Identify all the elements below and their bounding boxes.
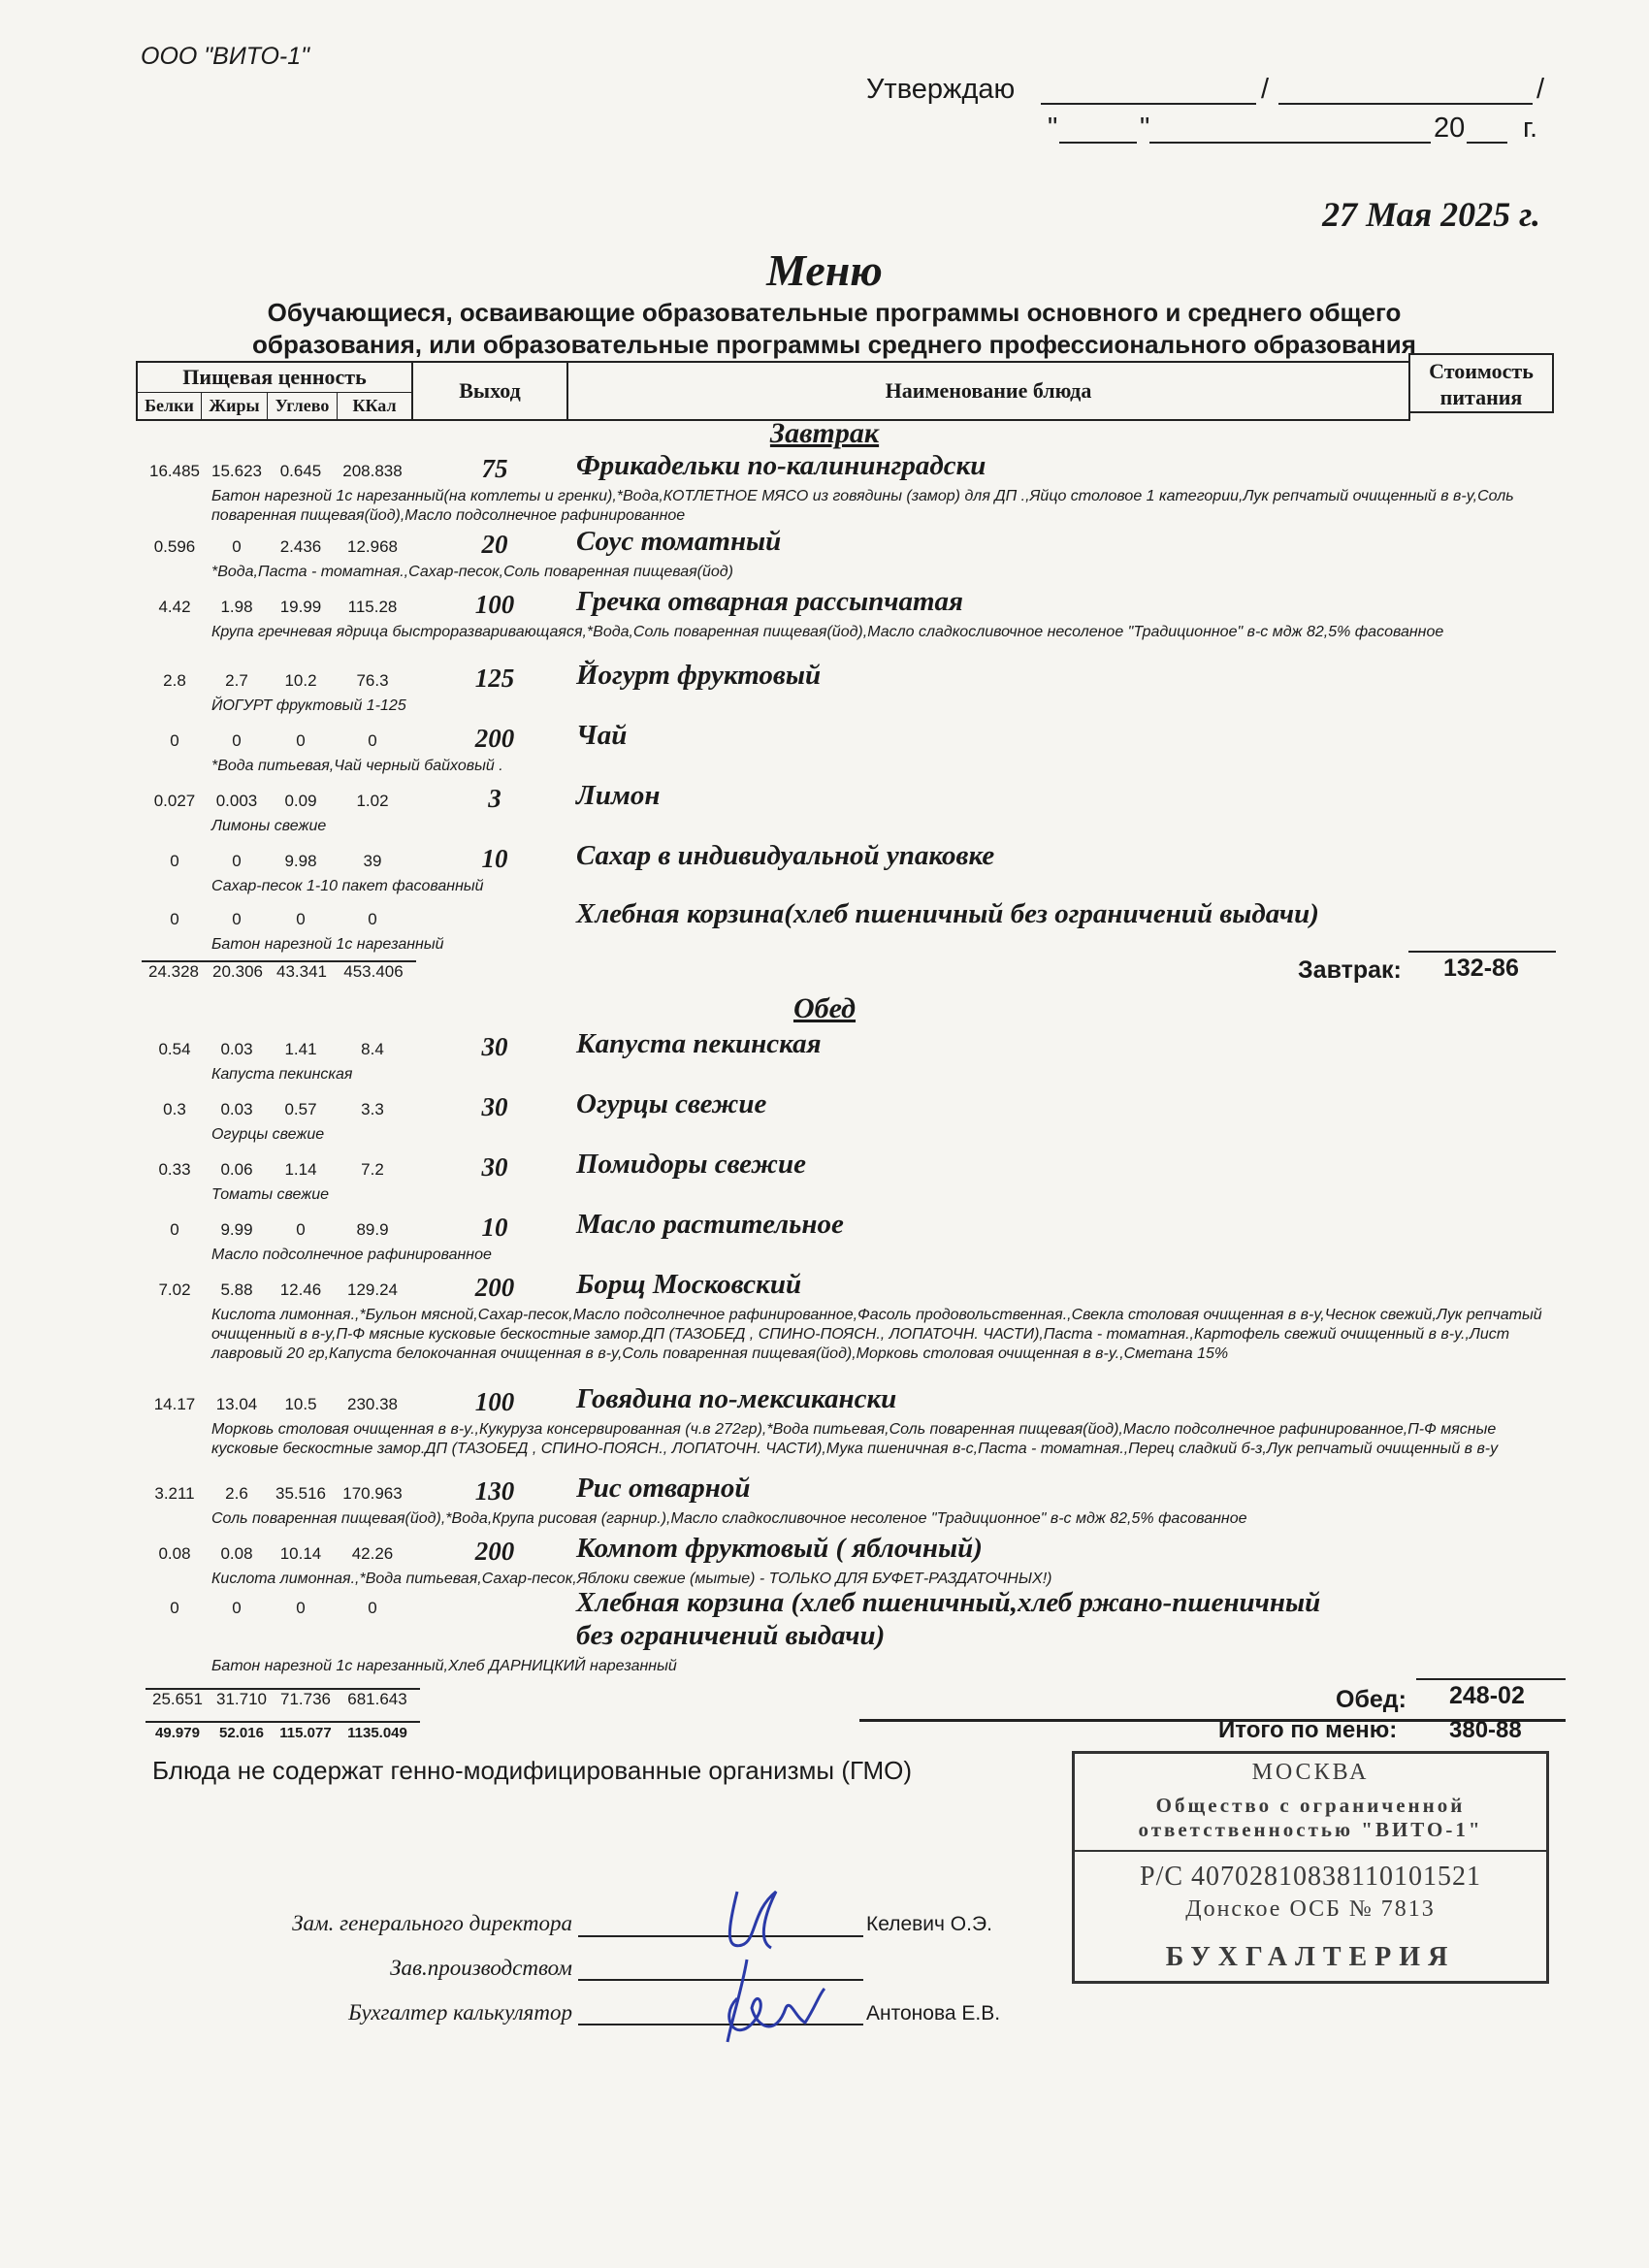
lunch-row-6-dish-name: Рис отварной (576, 1473, 751, 1504)
approve-slash-2: / (1536, 74, 1545, 105)
quote-close: " (1140, 113, 1150, 144)
section-breakfast-title: Завтрак (769, 417, 880, 449)
breakfast-row-2-ingredients: Крупа гречневая ядрица быстроразваривающаяся,*Вода,Соль поваренная пищевая(йод),Масло сладкосливочное несоленое "Традиционное" в-с мдж 82,5% фасованное (211, 624, 1444, 640)
lunch-row-2-yield: 30 (481, 1152, 508, 1182)
col-yield: Выход (411, 361, 568, 421)
lunch-row-6-c: 35.516 (275, 1484, 326, 1503)
grand-total-fat: 52.016 (219, 1725, 264, 1741)
breakfast-row-0-c: 0.645 (279, 462, 322, 480)
breakfast-row-6-yield: 10 (481, 844, 508, 873)
breakfast-row-3-yield: 125 (474, 664, 515, 693)
breakfast-row-5-f: 0.003 (215, 792, 258, 810)
breakfast-row-3-f: 2.7 (225, 671, 248, 690)
year-suffix: г. (1523, 113, 1538, 144)
month-line (1149, 142, 1431, 144)
lunch-row-6-yield: 130 (474, 1476, 515, 1506)
breakfast-row-5-ingredients: Лимоны свежие (211, 818, 327, 834)
col-cost-line-1: Стоимость (1429, 359, 1534, 383)
quote-open: " (1048, 113, 1058, 144)
breakfast-row-7-k: 0 (368, 910, 377, 928)
col-protein: Белки (138, 393, 202, 419)
page-title: Меню (766, 245, 883, 295)
nutrition-header (136, 361, 413, 421)
signature-name-1: Келевич О.Э. (866, 1913, 992, 1935)
lunch-row-1-p: 0.3 (163, 1100, 186, 1118)
signature-role-2: Зав.производством (390, 1956, 572, 1980)
lunch-row-5-yield: 100 (474, 1387, 515, 1416)
day-line (1059, 142, 1137, 144)
signature-role-3: Бухгалтер калькулятор (348, 2000, 572, 2025)
signature-name-3: Антонова Е.В. (866, 2002, 1001, 2025)
lunch-row-2-dish-name: Помидоры свежие (576, 1149, 806, 1180)
lunch-row-8-ingredients: Батон нарезной 1с нарезанный,Хлеб ДАРНИЦКИЙ нарезанный (211, 1658, 677, 1674)
breakfast-total-label: Завтрак: (1298, 956, 1402, 984)
breakfast-row-3-p: 2.8 (163, 671, 186, 690)
lunch-row-1-f: 0.03 (220, 1100, 253, 1118)
lunch-row-6-f: 2.6 (225, 1484, 248, 1503)
lunch-row-3-yield: 10 (481, 1213, 508, 1242)
lunch-row-3-ingredients: Масло подсолнечное рафинированное (211, 1247, 492, 1263)
breakfast-row-2-k: 115.28 (347, 598, 398, 616)
menu-date: 27 Мая 2025 г. (1322, 195, 1540, 234)
lunch-row-3-p: 0 (170, 1220, 179, 1239)
breakfast-row-4-f: 0 (232, 731, 242, 750)
col-cost (1408, 353, 1554, 413)
lunch-row-5-p: 14.17 (153, 1395, 196, 1413)
lunch-total-cost: 248-02 (1449, 1682, 1525, 1709)
lunch-row-8-c: 0 (296, 1599, 306, 1617)
lunch-row-1-ingredients: Огурцы свежие (211, 1126, 325, 1143)
breakfast-row-4-k: 0 (368, 731, 377, 750)
grand-total-carbs: 115.077 (279, 1725, 332, 1741)
lunch-row-4-ingredients: Кислота лимонная.,*Бульон мясной,Сахар-песок,Масло подсолнечное рафинированное,Фасоль продовольственная.,Свекла столовая очищенная в в-у,Чеснок свежий,Лук репчатый очищенный в в-у,П-Ф мясные кусковые бескостные замор.ДП (ТАЗОБЕД , СПИНО-ПОЯСН., ЛОПАТОЧН. ЧАСТИ),Паста - томатная.,Картофель свежий очищенный в в-у.,Лист лавровый 20 гр,Капуста белокочанная очищенная в в-у,Соль поваренная пищевая(йод),Морковь столовая очищенная в в-у.,Сметана 15% (211, 1307, 1542, 1362)
lunch-row-6-k: 170.963 (342, 1484, 403, 1503)
breakfast-row-6-ingredients: Сахар-песок 1-10 пакет фасованный (211, 878, 484, 894)
lunch-row-3-c: 0 (296, 1220, 306, 1239)
lunch-total-label: Обед: (1336, 1686, 1406, 1713)
col-kcal: ККал (352, 396, 397, 415)
lunch-row-3-k: 89.9 (356, 1220, 389, 1239)
company-name: ООО "ВИТО-1" (141, 43, 309, 70)
lunch-row-5-ingredients: Морковь столовая очищенная в в-у.,Кукуруза консервированная (ч.в 272гр),*Вода питьевая,Соль поваренная пищевая(йод),Масло подсолнечное рафинированное,П-Ф мясные кусковые бескостные замор.ДП (ТАЗОБЕД , СПИНО-ПОЯСН., ЛОПАТОЧН. ЧАСТИ),Мука пшеничная в-с,Паста - томатная.,Перец сладкий б-з,Лук репчатый очищенный в в-у (211, 1421, 1499, 1457)
breakfast-row-2-yield: 100 (474, 590, 515, 619)
breakfast-row-1-yield: 20 (481, 530, 508, 559)
lunch-row-0-k: 8.4 (361, 1040, 384, 1058)
lunch-row-7-p: 0.08 (158, 1544, 191, 1563)
lunch-row-3-dish-name: Масло растительное (576, 1209, 844, 1240)
breakfast-row-7-c: 0 (296, 910, 306, 928)
lunch-row-8-f: 0 (232, 1599, 242, 1617)
approve-line-1 (1041, 103, 1256, 105)
breakfast-row-0-dish-name: Фрикадельки по-калининградски (576, 450, 986, 481)
col-fat: Жиры (202, 393, 268, 419)
lunch-row-4-dish-name: Борщ Московский (576, 1269, 802, 1300)
lunch-row-1-dish-name: Огурцы свежие (576, 1088, 767, 1119)
signature-role-1: Зам. генерального директора (292, 1911, 572, 1935)
lunch-row-2-ingredients: Томаты свежие (211, 1186, 330, 1203)
breakfast-total-carbs: 43.341 (276, 962, 327, 981)
breakfast-total-protein: 24.328 (148, 962, 199, 981)
breakfast-row-2-f: 1.98 (220, 598, 253, 616)
breakfast-row-4-p: 0 (170, 731, 179, 750)
breakfast-row-0-ingredients: Батон нарезной 1с нарезанный(на котлеты и гренки),*Вода,КОТЛЕТНОЕ МЯСО из говядины (замор) для ДП .,Яйцо столовое 1 категории,Лук репчатый очищенный в в-у,Соль поваренная пищевая(йод),Масло подсолнечное рафинированное (211, 488, 1514, 524)
col-cost-line-2: питания (1439, 385, 1523, 409)
lunch-row-5-k: 230.38 (347, 1395, 398, 1413)
breakfast-row-1-k: 12.968 (347, 537, 398, 556)
lunch-row-4-k: 129.24 (347, 1280, 398, 1299)
breakfast-row-2-p: 4.42 (158, 598, 191, 616)
breakfast-row-5-p: 0.027 (153, 792, 196, 810)
year-line (1467, 142, 1507, 144)
stamp-line-3: ответственностью "ВИТО-1" (1075, 1818, 1546, 1852)
col-dish: Наименование блюда (566, 361, 1410, 421)
lunch-row-7-f: 0.08 (220, 1544, 253, 1563)
lunch-row-0-p: 0.54 (158, 1040, 191, 1058)
lunch-row-8-dish-name: Хлебная корзина (хлеб пшеничный,хлеб ржано-пшеничный (576, 1587, 1321, 1618)
stamp-line-1: МОСКВА (1251, 1760, 1370, 1785)
lunch-row-5-f: 13.04 (215, 1395, 258, 1413)
lunch-row-7-c: 10.14 (279, 1544, 322, 1563)
lunch-row-0-f: 0.03 (220, 1040, 253, 1058)
stamp-line-6: БУХГАЛТЕРИЯ (1165, 1942, 1456, 1972)
lunch-cost-line (1416, 1678, 1566, 1680)
breakfast-row-4-dish-name: Чай (576, 720, 628, 751)
breakfast-row-1-ingredients: *Вода,Паста - томатная.,Сахар-песок,Соль поваренная пищевая(йод) (211, 564, 733, 580)
breakfast-row-2-dish-name: Гречка отварная рассыпчатая (576, 586, 963, 617)
subtitle-line-1: Обучающиеся, осваивающие образовательные программы основного и среднего общего (267, 298, 1402, 327)
lunch-row-4-yield: 200 (474, 1273, 515, 1302)
lunch-row-4-c: 12.46 (279, 1280, 322, 1299)
lunch-row-3-f: 9.99 (220, 1220, 253, 1239)
lunch-row-1-yield: 30 (481, 1092, 508, 1121)
lunch-row-2-c: 1.14 (284, 1160, 317, 1179)
breakfast-row-7-f: 0 (232, 910, 242, 928)
breakfast-total-fat: 20.306 (212, 962, 263, 981)
grand-total-label: Итого по меню: (1218, 1717, 1398, 1743)
breakfast-row-6-dish-name: Сахар в индивидуальной упаковке (576, 840, 995, 871)
breakfast-row-5-dish-name: Лимон (576, 780, 661, 811)
stamp-line-2: Общество с ограниченной (1155, 1794, 1466, 1817)
lunch-row-0-yield: 30 (481, 1032, 508, 1061)
nutrition-title: Пищевая ценность (138, 363, 411, 393)
lunch-row-2-p: 0.33 (158, 1160, 191, 1179)
lunch-row-1-c: 0.57 (284, 1100, 317, 1118)
lunch-row-7-dish-name: Компот фруктовый ( яблочный) (576, 1533, 983, 1564)
breakfast-row-0-k: 208.838 (342, 462, 403, 480)
subtitle-line-2: образования, или образовательные программы среднего профессионального образования (252, 330, 1416, 359)
breakfast-row-6-p: 0 (170, 852, 179, 870)
grand-total-cost: 380-88 (1449, 1717, 1522, 1743)
breakfast-row-1-c: 2.436 (279, 537, 322, 556)
breakfast-row-3-ingredients: ЙОГУРТ фруктовый 1-125 (211, 697, 406, 714)
lunch-row-0-ingredients: Капуста пекинская (211, 1066, 353, 1083)
lunch-total-carbs: 71.736 (280, 1690, 331, 1708)
lunch-row-8-dish-name-2: без ограничений выдачи) (576, 1620, 886, 1651)
breakfast-row-7-ingredients: Батон нарезной 1с нарезанный (211, 936, 444, 953)
breakfast-row-3-c: 10.2 (284, 671, 317, 690)
breakfast-row-0-p: 16.485 (149, 462, 200, 480)
gmo-note: Блюда не содержат генно-модифицированные организмы (ГМО) (152, 1756, 912, 1785)
stamp-line-5: Донское ОСБ № 7813 (1185, 1896, 1436, 1922)
breakfast-row-3-k: 76.3 (356, 671, 389, 690)
approve-slash-1: / (1261, 74, 1270, 105)
breakfast-row-7-p: 0 (170, 910, 179, 928)
lunch-row-8-p: 0 (170, 1599, 179, 1617)
breakfast-row-4-c: 0 (296, 731, 306, 750)
breakfast-row-5-k: 1.02 (356, 792, 389, 810)
breakfast-row-7-dish-name: Хлебная корзина(хлеб пшеничный без ограничений выдачи) (576, 898, 1319, 929)
breakfast-cost-line (1408, 951, 1556, 953)
grand-total-protein: 49.979 (155, 1725, 200, 1741)
breakfast-row-1-dish-name: Соус томатный (576, 526, 782, 557)
lunch-row-7-yield: 200 (474, 1537, 515, 1566)
breakfast-row-1-f: 0 (232, 537, 242, 556)
breakfast-row-4-ingredients: *Вода питьевая,Чай черный байховый . (211, 758, 503, 774)
breakfast-row-5-yield: 3 (488, 784, 501, 813)
breakfast-row-6-f: 0 (232, 852, 242, 870)
lunch-row-0-dish-name: Капуста пекинская (576, 1028, 822, 1059)
lunch-row-5-dish-name: Говядина по-мексикански (576, 1383, 897, 1414)
breakfast-row-2-c: 19.99 (279, 598, 322, 616)
grand-total-line (146, 1721, 420, 1723)
section-lunch-title: Обед (792, 992, 857, 1024)
breakfast-row-6-c: 9.98 (284, 852, 317, 870)
col-carbs: Углево (268, 393, 338, 419)
lunch-row-6-p: 3.211 (154, 1484, 195, 1503)
year-prefix: 20 (1434, 113, 1466, 144)
lunch-row-8-k: 0 (368, 1599, 377, 1617)
breakfast-row-3-dish-name: Йогурт фруктовый (576, 660, 822, 691)
company-stamp (1072, 1751, 1549, 1984)
breakfast-row-1-p: 0.596 (153, 537, 196, 556)
breakfast-row-4-yield: 200 (474, 724, 515, 753)
subtitle (136, 297, 1533, 361)
approve-label: Утверждаю (866, 74, 1016, 105)
lunch-row-7-ingredients: Кислота лимонная.,*Вода питьевая,Сахар-песок,Яблоки свежие (мытые) - ТОЛЬКО ДЛЯ БУФЕТ-РАЗДАТОЧНЫХ!) (211, 1571, 1052, 1587)
breakfast-row-0-f: 15.623 (211, 462, 262, 480)
lunch-row-0-c: 1.41 (284, 1040, 317, 1058)
lunch-row-7-k: 42.26 (351, 1544, 394, 1563)
lunch-total-protein: 25.651 (152, 1690, 203, 1708)
breakfast-total-kcal: 453.406 (343, 962, 404, 981)
lunch-row-6-ingredients: Соль поваренная пищевая(йод),*Вода,Крупа рисовая (гарнир.),Масло сладкосливочное несоленое "Традиционное" в-с мдж 82,5% фасованное (211, 1510, 1247, 1527)
breakfast-total-cost: 132-86 (1443, 955, 1519, 982)
lunch-row-4-p: 7.02 (158, 1280, 191, 1299)
lunch-total-kcal: 681.643 (347, 1690, 407, 1708)
breakfast-row-5-c: 0.09 (284, 792, 317, 810)
lunch-total-fat: 31.710 (216, 1690, 267, 1708)
handwritten-signature-icon (698, 1872, 854, 2047)
lunch-row-5-c: 10.5 (284, 1395, 317, 1413)
lunch-row-4-f: 5.88 (220, 1280, 253, 1299)
lunch-row-1-k: 3.3 (361, 1100, 384, 1118)
breakfast-row-6-k: 39 (363, 852, 382, 870)
grand-total-kcal: 1135.049 (347, 1725, 407, 1741)
approve-line-2 (1278, 103, 1533, 105)
stamp-line-4: Р/С 40702810838110101521 (1140, 1862, 1481, 1892)
breakfast-row-0-yield: 75 (481, 454, 508, 483)
lunch-row-2-k: 7.2 (361, 1160, 384, 1179)
lunch-row-2-f: 0.06 (220, 1160, 253, 1179)
